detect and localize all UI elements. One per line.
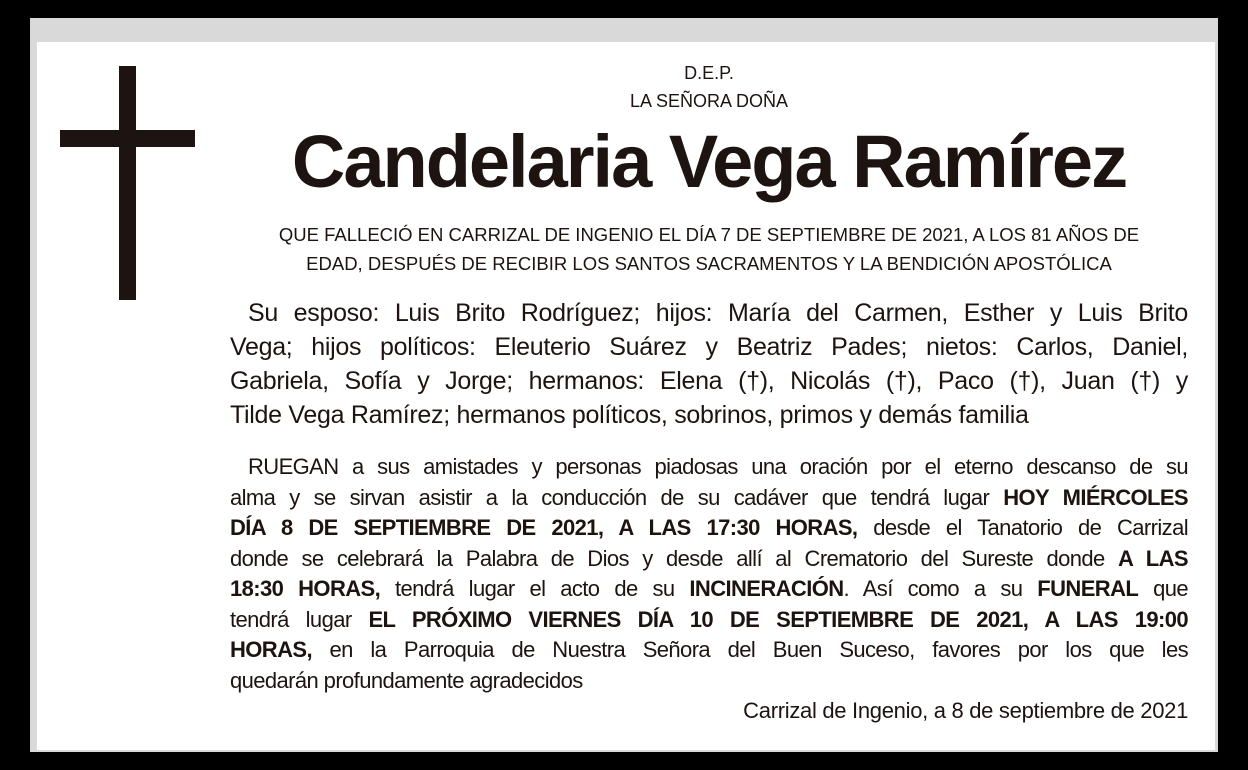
cross-vertical-bar — [119, 66, 136, 300]
request-line — [230, 666, 1188, 697]
request-text: tendrá lugar — [230, 606, 369, 632]
request-text: tendrá lugar el acto de su — [380, 576, 690, 601]
death-announcement-line: EDAD, DESPUÉS DE RECIBIR LOS SANTOS SACRAMENTOS Y LA BENDICIÓN APOSTÓLICA — [306, 253, 1112, 274]
cross-horizontal-bar — [60, 130, 195, 147]
request-line — [230, 452, 1188, 483]
service-day: HOY MIÉRCOLES — [1003, 484, 1188, 510]
request-text: RUEGAN a sus amistades y personas piadosas una oración por el eterno descanso de su — [248, 454, 1188, 479]
family-paragraph — [230, 296, 1188, 432]
cremation-label: INCINERACIÓN — [689, 576, 844, 601]
request-line — [230, 605, 1188, 636]
request-line — [230, 544, 1188, 575]
death-announcement-line: QUE FALLECIÓ EN CARRIZAL DE INGENIO EL DÍA 7 DE SEPTIEMBRE DE 2021, A LOS 81 AÑOS DE — [278, 224, 1140, 245]
dep-heading: D.E.P. — [684, 63, 734, 83]
death-announcement — [230, 220, 1188, 278]
request-text: que — [1138, 576, 1188, 601]
request-text: donde se celebrará la Palabra de Dios y desde allí al Crematorio del Sureste donde — [230, 545, 1118, 571]
family-line: Vega; hijos políticos: Eleuterio Suárez y Beatriz Pades; nietos: Carlos, Daniel, — [230, 333, 1188, 361]
request-text: desde el Tanatorio de Carrizal — [857, 515, 1188, 540]
service-date-time: DÍA 8 DE SEPTIEMBRE DE 2021, A LAS 17:30 HORAS, — [230, 515, 858, 540]
funeral-date-time: HORAS, — [230, 637, 312, 662]
request-line — [230, 483, 1188, 514]
request-paragraph — [230, 452, 1188, 696]
honorific-heading: LA SEÑORA DOÑA — [629, 91, 789, 111]
family-line: Gabriela, Sofía y Jorge; hermanos: Elena (†), Nicolás (†), Paco (†), Juan (†) y — [230, 367, 1188, 395]
deceased-name: Candelaria Vega Ramírez — [291, 120, 1127, 203]
cremation-time: A LAS — [1118, 545, 1188, 571]
request-text: . Así como a su — [843, 576, 1038, 601]
funeral-label: FUNERAL — [1037, 576, 1139, 601]
request-text: alma y se sirvan asistir a la conducción de su cadáver que tendrá lugar — [230, 484, 1004, 510]
request-line — [230, 513, 1188, 544]
request-line — [230, 574, 1188, 605]
request-text: en la Parroquia de Nuestra Señora del Buen Suceso, favores por los que les — [311, 637, 1188, 662]
family-line: Su esposo: Luis Brito Rodríguez; hijos: María del Carmen, Esther y Luis Brito — [248, 299, 1188, 327]
request-line — [230, 635, 1188, 666]
funeral-date-time: EL PRÓXIMO VIERNES DÍA 10 DE SEPTIEMBRE DE 2021, A LAS 19:00 — [368, 606, 1188, 632]
request-text: quedarán profundamente agradecidos — [230, 667, 583, 693]
place-date-signoff: Carrizal de Ingenio, a 8 de septiembre de 2021 — [743, 698, 1188, 723]
family-line: Tilde Vega Ramírez; hermanos políticos, sobrinos, primos y demás familia — [230, 401, 1029, 429]
cremation-time: 18:30 HORAS, — [230, 576, 381, 601]
